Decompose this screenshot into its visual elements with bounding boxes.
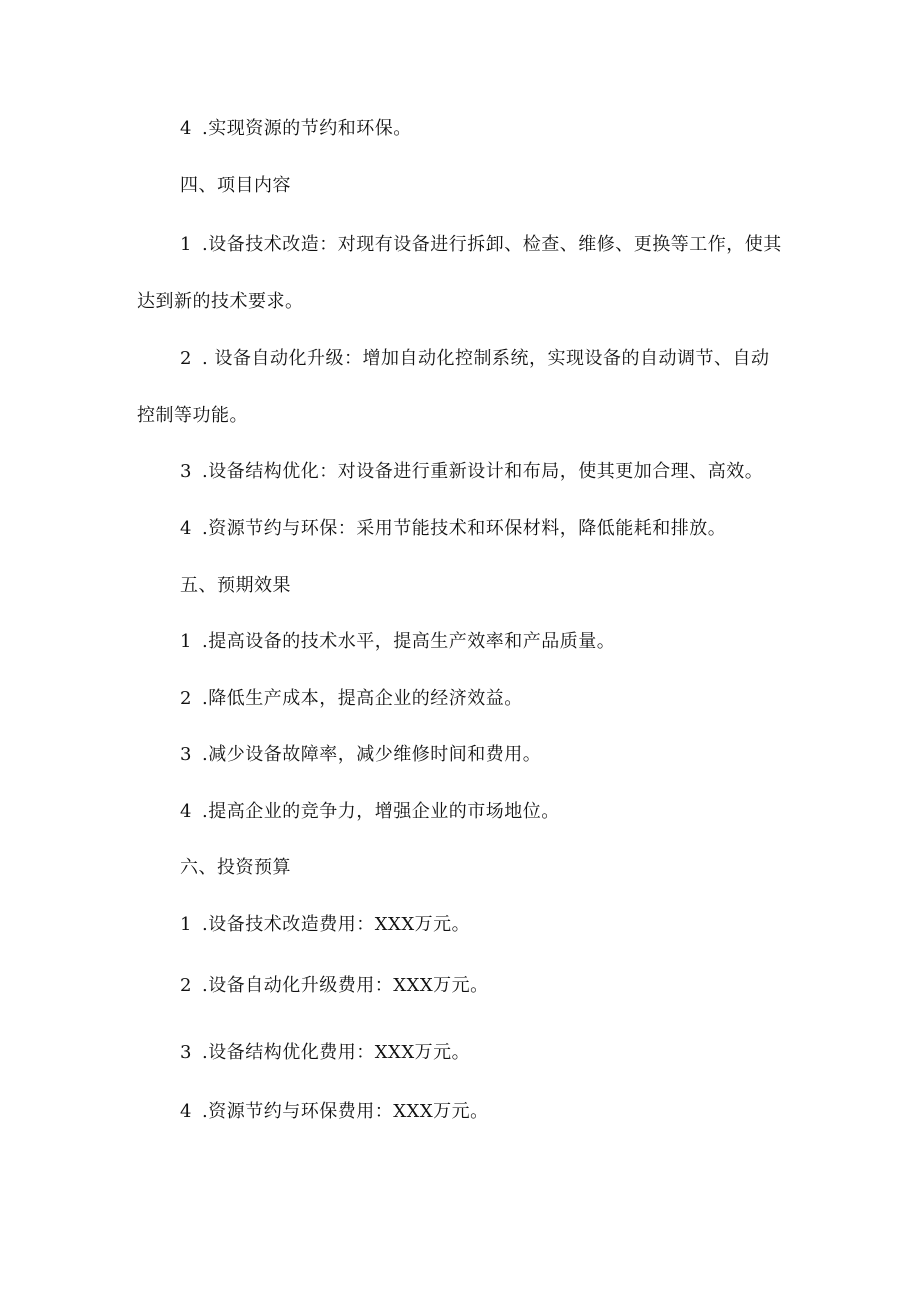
item-number: 4 [180, 1101, 192, 1122]
line-budget-2 [180, 974, 489, 998]
item-text: .设备技术改造：对现有设备进行拆卸、检查、维修、更换等工作，使其 [202, 234, 782, 255]
item-text: .资源节约与环保：采用节能技术和环保材料，降低能耗和排放。 [202, 518, 727, 539]
item-number: 4 [180, 118, 192, 139]
line-goal-4 [180, 117, 412, 141]
line-budget-4 [180, 1100, 489, 1124]
heading-text: 五、预期效果 [180, 575, 291, 596]
section-heading-expected-effects [180, 574, 291, 598]
line-effect-4 [180, 800, 560, 824]
line-content-2-cont [137, 404, 248, 428]
item-text: .设备结构优化：对设备进行重新设计和布局，使其更加合理、高效。 [202, 461, 764, 482]
line-content-3 [180, 460, 763, 484]
line-content-1-cont [137, 290, 304, 314]
item-number: 4 [180, 518, 192, 539]
item-text: .设备技术改造费用：XXX万元。 [202, 914, 471, 935]
item-number: 1 [180, 914, 192, 935]
section-heading-investment-budget [180, 856, 291, 880]
line-content-4 [180, 517, 726, 541]
item-number: 3 [180, 1042, 192, 1063]
item-text: 达到新的技术要求。 [137, 291, 304, 312]
heading-text: 四、项目内容 [180, 175, 291, 196]
item-text: .减少设备故障率，减少维修时间和费用。 [202, 744, 542, 765]
item-text: .降低生产成本，提高企业的经济效益。 [202, 688, 523, 709]
item-text: .资源节约与环保费用：XXX万元。 [202, 1101, 489, 1122]
item-text: .提高企业的竞争力，增强企业的市场地位。 [202, 801, 560, 822]
item-text: 控制等功能。 [137, 405, 248, 426]
line-budget-3 [180, 1041, 470, 1065]
item-number: 4 [180, 801, 192, 822]
item-text: .设备自动化升级费用：XXX万元。 [202, 975, 489, 996]
item-number: 2 [180, 348, 192, 369]
item-text: . 设备自动化升级：增加自动化控制系统，实现设备的自动调节、自动 [202, 348, 770, 369]
item-number: 1 [180, 234, 192, 255]
heading-text: 六、投资预算 [180, 857, 291, 878]
line-budget-1 [180, 913, 470, 937]
item-number: 2 [180, 688, 192, 709]
item-number: 3 [180, 461, 192, 482]
line-effect-2 [180, 687, 523, 711]
line-content-1 [180, 233, 782, 257]
item-text: .提高设备的技术水平，提高生产效率和产品质量。 [202, 631, 616, 652]
item-number: 1 [180, 631, 192, 652]
item-text: .设备结构优化费用：XXX万元。 [202, 1042, 471, 1063]
item-number: 2 [180, 975, 192, 996]
line-content-2 [180, 347, 769, 371]
item-number: 3 [180, 744, 192, 765]
section-heading-project-content [180, 174, 291, 198]
line-effect-1 [180, 630, 615, 654]
line-effect-3 [180, 743, 541, 767]
item-text: .实现资源的节约和环保。 [202, 118, 412, 139]
